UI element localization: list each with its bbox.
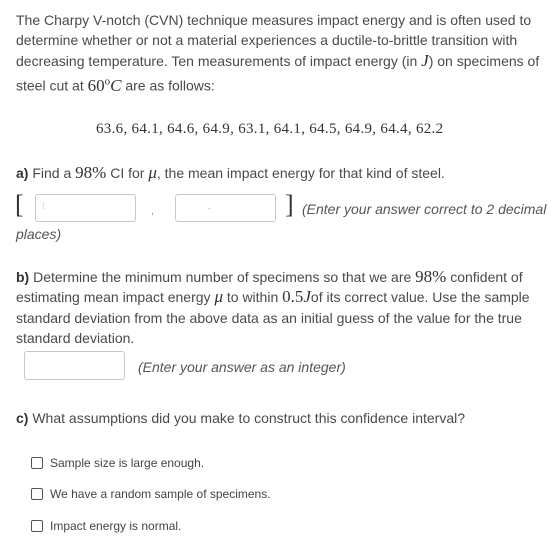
sample-size-hint: (Enter your answer as an integer) [138, 359, 346, 375]
energy-unit-b: J [303, 287, 311, 307]
intro-text-3: are as follows: [121, 77, 215, 94]
confidence-level: 98% [75, 163, 107, 182]
question-a [16, 163, 546, 183]
temperature: 60$^o$C [87, 74, 122, 95]
assumption-label: We have a random sample of specimens. [50, 487, 271, 501]
assumption-option[interactable] [31, 456, 204, 470]
question-b-text-2: confident of estimating mean impact energy [16, 269, 523, 306]
open-bracket: [ [15, 190, 24, 219]
interval-separator: , [151, 206, 154, 217]
checkbox[interactable] [31, 488, 43, 500]
question-a-label: a) [16, 165, 29, 181]
question-b-text: Determine the minimum number of specimens so that we are [29, 269, 416, 285]
margin-value: 0.5 [282, 287, 304, 307]
question-a-text: Find a [28, 165, 76, 181]
confidence-level-b: 98% [415, 267, 447, 286]
question-b [16, 267, 546, 348]
checkbox[interactable] [31, 520, 43, 532]
question-b-text-3: to within [222, 289, 283, 306]
question-b-text-4: of its correct value. Use the sample standard deviation from the above data as an initial guess of the value for the true standard deviation. [16, 289, 530, 346]
input-cursor-icon: ⁝ [42, 202, 45, 211]
problem-intro [16, 10, 546, 96]
mu-symbol-b: μ [214, 287, 223, 307]
assumption-option[interactable] [31, 487, 271, 501]
intro-text: The Charpy V-notch (CVN) technique measures impact energy and is often used to determine whether or not a material experiences a ductile-to-brittle transition with decreasing temperature. Ten measurements of impact energy (in [16, 12, 532, 69]
question-c-text: What assumptions did you make to construct this confidence interval? [28, 410, 466, 426]
energy-unit: J [421, 50, 429, 70]
question-a-text-3: , the mean impact energy for that kind of steel. [156, 165, 445, 181]
ci-hint: (Enter your answer correct to 2 decimal [302, 201, 547, 217]
assumption-label: Sample size is large enough. [50, 456, 205, 470]
question-c-label: c) [16, 410, 29, 426]
input-cursor-icon: - [208, 204, 211, 213]
mu-symbol: μ [148, 163, 157, 182]
intro-text-2: ) on specimens of steel cut at [16, 52, 540, 94]
ci-hint-continued: places) [16, 226, 62, 242]
checkbox[interactable] [31, 457, 43, 469]
question-c [16, 408, 546, 428]
assumption-option[interactable] [31, 519, 181, 533]
question-a-text-2: CI for [106, 165, 149, 181]
measurement-data: 63.6, 64.1, 64.6, 64.9, 63.1, 64.1, 64.5, 64.9, 64.4, 62.2 [96, 121, 444, 137]
close-bracket: ] [285, 190, 294, 219]
ci-upper-input[interactable] [175, 194, 276, 222]
sample-size-input[interactable] [24, 351, 125, 380]
assumption-label: Impact energy is normal. [50, 519, 182, 533]
question-b-label: b) [16, 269, 30, 285]
ci-lower-input[interactable] [35, 194, 136, 222]
